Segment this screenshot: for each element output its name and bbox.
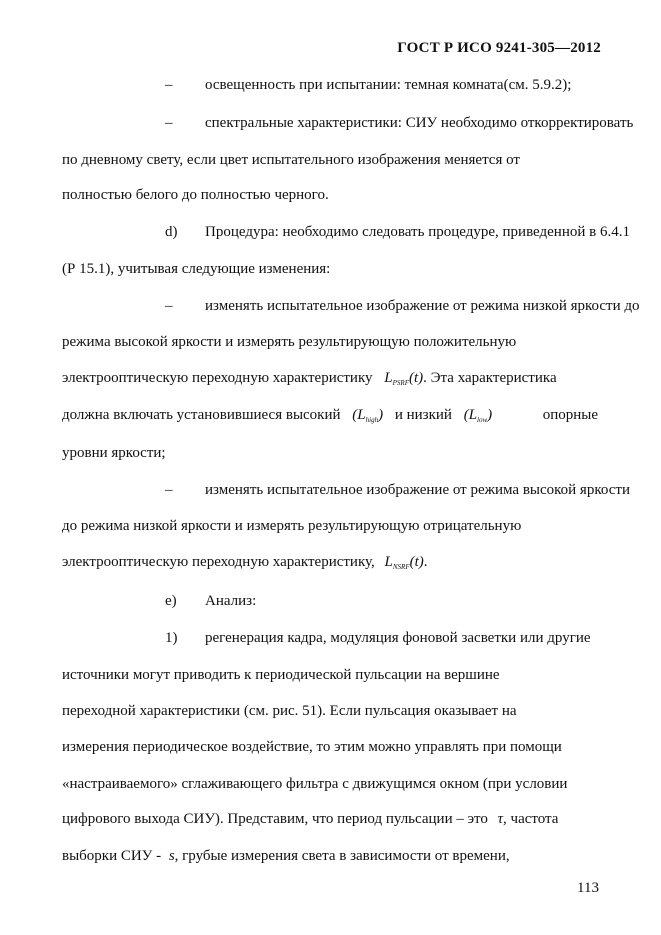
- formula-high: $(L_{high})$: [352, 407, 384, 424]
- text-line: Анализ:: [205, 593, 257, 609]
- text-line: переходной характеристики (см. рис. 51). Если пульсация оказывает на: [62, 703, 517, 719]
- formula-psrf: $L_{PSRF}(t)$: [384, 370, 424, 387]
- text-line: регенерация кадра, модуляция фоновой засветки или другие: [205, 630, 591, 646]
- text-line: до режима низкой яркости и измерять результирующую отрицательную: [62, 518, 522, 534]
- list-marker: e): [165, 593, 177, 609]
- formula-tau: τ: [497, 811, 504, 827]
- dash-marker: –: [165, 77, 173, 93]
- document-header: ГОСТ Р ИСО 9241-305—2012: [397, 40, 601, 56]
- text-line: цифрового выхода СИУ). Представим, что период пульсации – это τ, частота: [62, 811, 559, 827]
- text-line: изменять испытательное изображение от режима высокой яркости: [205, 482, 630, 498]
- text-line: «настраиваемого» сглаживающего фильтра с движущимся окном (при условии: [62, 776, 568, 792]
- text-line: полностью белого до полностью черного.: [62, 187, 329, 203]
- text-line: Процедура: необходимо следовать процедуре, приведенной в 6.4.1: [205, 224, 630, 240]
- text-line: электрооптическую переходную характеристику $L_{PSRF}(t)$. Эта характеристика: [62, 370, 557, 387]
- text-line: измерения периодическое воздействие, то этим можно управлять при помощи: [62, 739, 562, 755]
- text-line: освещенность при испытании: темная комната(см. 5.9.2);: [205, 77, 572, 93]
- formula-nsrf: $L_{NSRF}(t)$: [384, 554, 424, 571]
- text-line: спектральные характеристики: СИУ необходимо откорректировать: [205, 115, 634, 131]
- formula-s: s: [168, 848, 175, 864]
- dash-marker: –: [165, 298, 173, 314]
- list-marker: d): [165, 224, 178, 240]
- dash-marker: –: [165, 482, 173, 498]
- list-marker: 1): [165, 630, 178, 646]
- text-line: изменять испытательное изображение от режима низкой яркости до: [205, 298, 640, 314]
- text-line: электрооптическую переходную характеристику, $L_{NSRF}(t)$.: [62, 554, 428, 571]
- text-line: по дневному свету, если цвет испытательного изображения меняется от: [62, 152, 520, 168]
- formula-low: $(L_{low})$: [463, 407, 493, 424]
- text-line: источники могут приводить к периодической пульсации на вершине: [62, 667, 500, 683]
- page-number: 113: [577, 880, 599, 896]
- dash-marker: –: [165, 115, 173, 131]
- text-line: выборки СИУ - s, грубые измерения света в зависимости от времени,: [62, 848, 510, 864]
- text-line: должна включать установившиеся высокий $(L_{high})$ и низкий $(L_{low})$ опорные: [62, 407, 598, 424]
- text-line: уровни яркости;: [62, 445, 166, 461]
- text-line: (Р 15.1), учитывая следующие изменения:: [62, 261, 331, 277]
- text-line: режима высокой яркости и измерять результирующую положительную: [62, 334, 517, 350]
